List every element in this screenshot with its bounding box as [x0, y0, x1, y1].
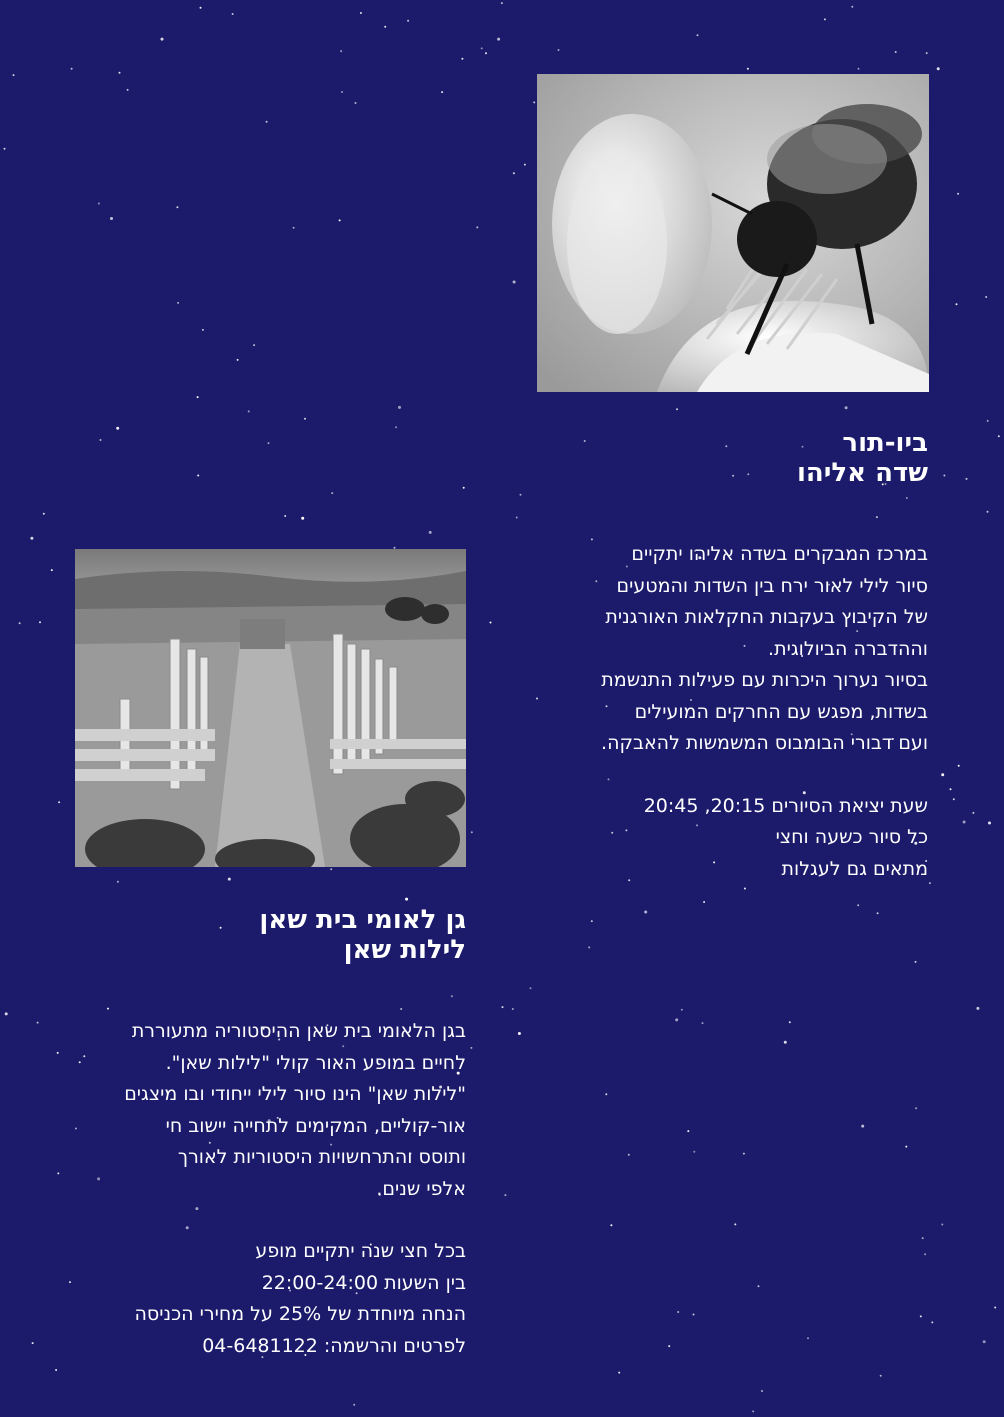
show-frequency: בכל חצי שנה יתקיים מופע: [255, 1240, 466, 1262]
show-hours: בין השעות 22:00-24:00: [261, 1271, 466, 1294]
text-line: בסיור נערוך היכרות עם פעילות התנשמת: [601, 669, 928, 691]
stroller-note: מתאים גם לעגלות: [781, 857, 928, 880]
tour-duration: כל סיור כשעה וחצי: [775, 826, 928, 848]
beit-shean-section: [26, 905, 466, 1362]
text-line: ותוסס והתרחשויות היסטוריות לאורך: [177, 1146, 466, 1168]
tour-times: שעת יציאת הסיורים 20:15, 20:45: [643, 794, 928, 817]
text-line: אלפי שנים.: [376, 1177, 466, 1200]
bio-tour-section: [488, 428, 928, 885]
contact-phone: לפרטים והרשמה: 04-6481122: [202, 1334, 466, 1357]
text-line: סיור לילי לאור ירח בין השדות והמטעים: [616, 574, 928, 597]
beit-shean-details: [26, 1236, 466, 1362]
bio-tour-title-line2: שדה אליהו: [796, 458, 928, 488]
text-line: אור-קוליים, המקימים לתחייה יישוב חי: [165, 1114, 466, 1137]
beit-shean-title-line2: לילות שאן: [343, 935, 466, 965]
bumblebee-flower-photo: [537, 74, 929, 392]
beit-shean-description: [26, 1016, 466, 1205]
text-line: לחיים במופע האור קולי "לילות שאן".: [165, 1051, 466, 1074]
text-line: בשדות, מפגש עם החרקים המועילים: [634, 700, 928, 723]
bio-tour-description: [488, 539, 928, 760]
beit-shean-title-line1: גן לאומי בית שאן: [259, 905, 466, 935]
bio-tour-title: [488, 428, 928, 488]
text-line: "לילות שאן" הינו סיור לילי ייחודי ובו מיצגים: [124, 1083, 466, 1105]
beit-shean-ruins-photo: [75, 549, 466, 867]
beit-shean-title: [26, 905, 466, 965]
text-line: במרכז המבקרים בשדה אליהו יתקיים: [631, 543, 928, 565]
text-line: וההדברה הביולוגית.: [768, 637, 928, 660]
bio-tour-title-line1: ביו-תור: [842, 428, 928, 458]
bio-tour-details: [488, 791, 928, 886]
text-line: ועם דבורי הבומבוס המשמשות להאבקה.: [601, 732, 928, 754]
text-line: בגן הלאומי בית שאן ההיסטוריה מתעוררת: [131, 1020, 466, 1042]
text-line: של הקיבוץ בעקבות החקלאות האורגנית: [605, 606, 928, 628]
discount-note: הנחה מיוחדת של 25% על מחירי הכניסה: [134, 1303, 466, 1325]
